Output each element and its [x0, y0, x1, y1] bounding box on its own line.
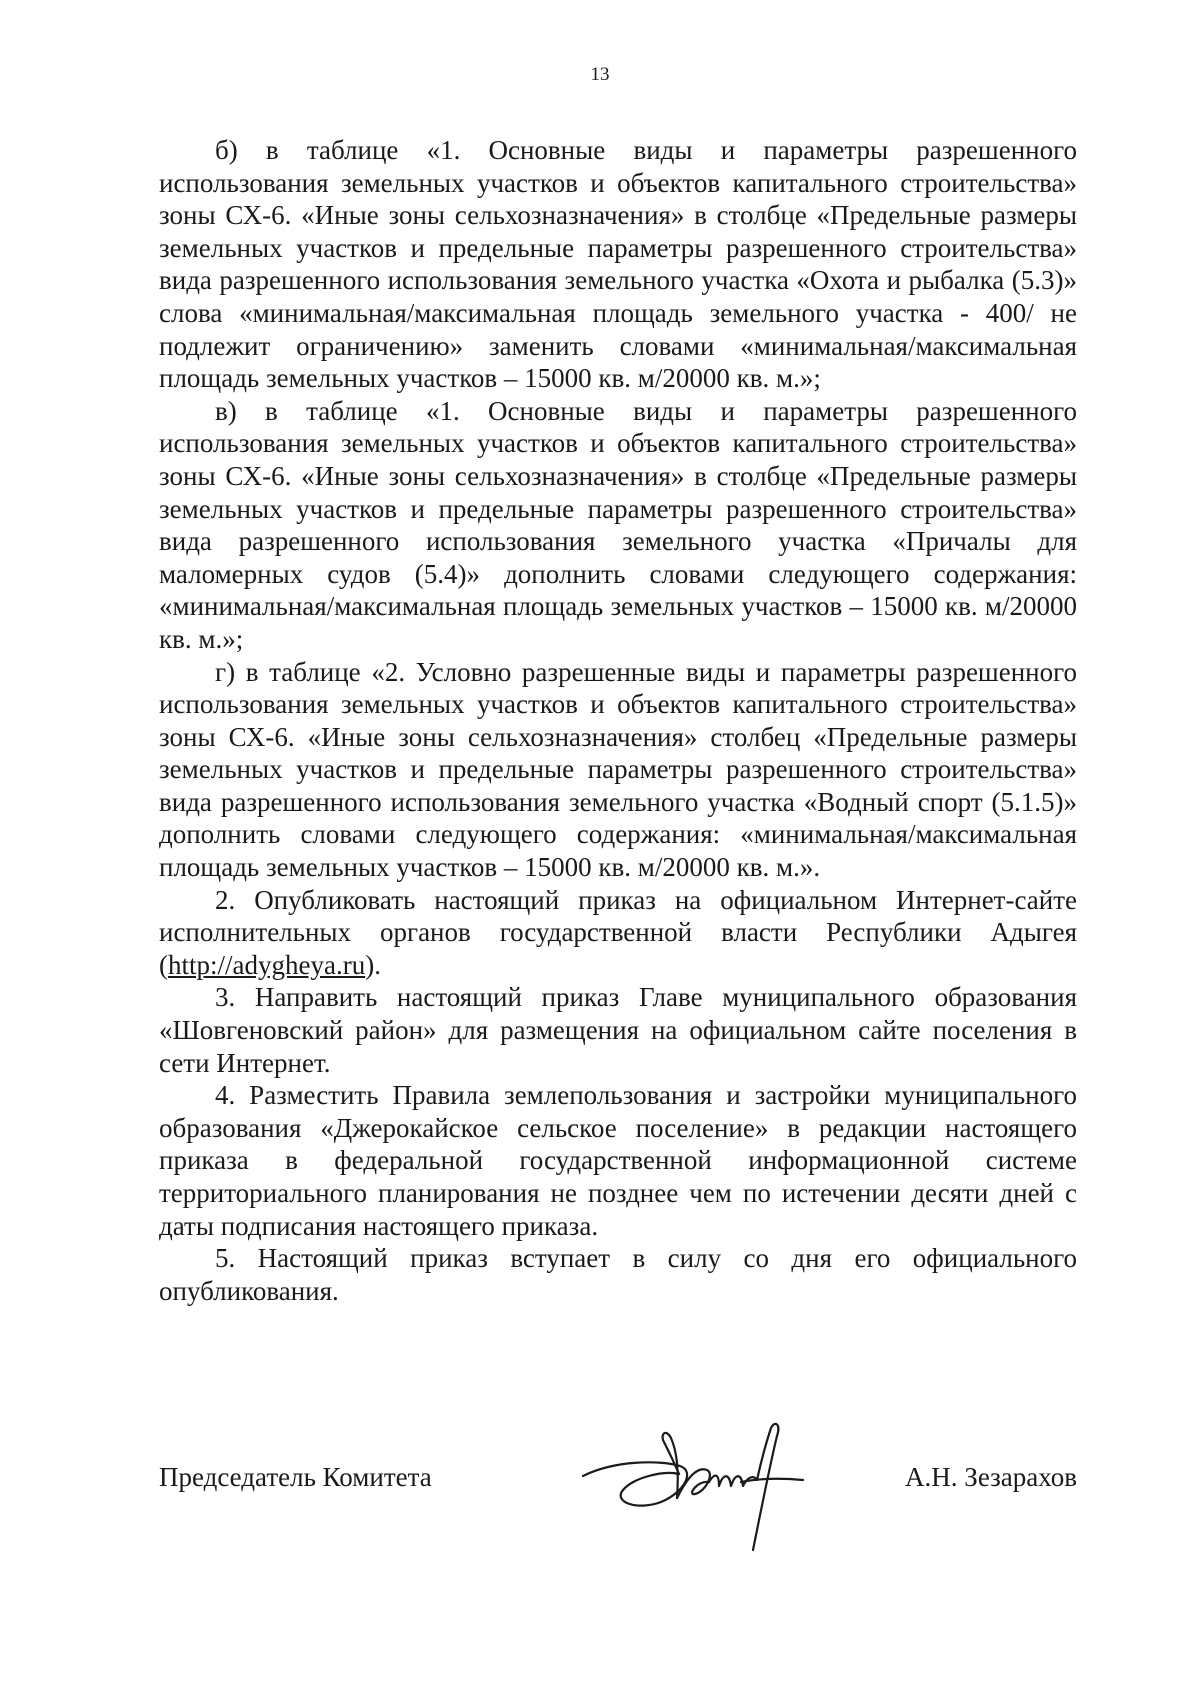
- paragraph-4-place: 4. Разместить Правила землепользования и застройки муниципального образования «Джерокайское сельское поселение» в редакции настоящего приказа в федеральной государственной информационной системе территориального планирования не позднее чем по истечении десяти дней с даты подписания настоящего приказа.: [159, 1080, 1077, 1241]
- paragraph-2-end: ).: [365, 949, 381, 980]
- signatory-position: Председатель Комитета: [159, 1462, 432, 1492]
- paragraph-3-send: 3. Направить настоящий приказ Главе муниципального образования «Шовгеновский район» для размещения на официальном сайте поселения в сети Интернет.: [159, 982, 1077, 1078]
- signatory-name: А.Н. Зезарахов: [905, 1462, 1077, 1492]
- paragraph-2-publish: [159, 884, 1077, 982]
- signature-block: [0, 1410, 1200, 1560]
- paragraph-v: в) в таблице «1. Основные виды и параметры разрешенного использования земельных участков и объектов капитального строительства» зоны СХ-6. «Иные зоны сельхозназначения» в столбце «Предельные размеры земельных участков и предельные параметры разрешенного строительства» вида разрешенного использования земельного участка «Причалы для маломерных судов (5.4)» дополнить словами следующего содержания: «минимальная/максимальная площадь земельных участков – 15000 кв. м/20000 кв. м.»;: [159, 395, 1077, 654]
- paragraph-g: г) в таблице «2. Условно разрешенные виды и параметры разрешенного использования земельных участков и объектов капитального строительства» зоны СХ-6. «Иные зоны сельхозназначения» столбец «Предельные размеры земельных участков и предельные параметры разрешенного строительства» вида разрешенного использования земельного участка «Водный спорт (5.1.5)» дополнить словами следующего содержания: «минимальная/максимальная площадь земельных участков – 15000 кв. м/20000 кв. м.».: [159, 656, 1077, 883]
- paragraph-2-text: 2. Опубликовать настоящий приказ на официальном Интернет-сайте исполнительных органов государственной власти Республики Адыгея (: [159, 884, 1077, 980]
- paragraph-b: б) в таблице «1. Основные виды и параметры разрешенного использования земельных участков и объектов капитального строительства» зоны СХ-6. «Иные зоны сельхозназначения» в столбце «Предельные размеры земельных участков и предельные параметры разрешенного строительства» вида разрешенного использования земельного участка «Охота и рыбалка (5.3)» слова «минимальная/максимальная площадь земельного участка - 400/ не подлежит ограничению» заменить словами «минимальная/максимальная площадь земельных участков – 15000 кв. м/20000 кв. м.»;: [159, 135, 1077, 394]
- handwritten-signature: [575, 1410, 825, 1560]
- document-body: [159, 134, 1077, 1307]
- page-number: 13: [590, 64, 610, 85]
- website-link[interactable]: http://adygheya.ru: [168, 949, 366, 980]
- paragraph-5-effect: 5. Настоящий приказ вступает в силу со дня его официального опубликования.: [159, 1243, 1077, 1306]
